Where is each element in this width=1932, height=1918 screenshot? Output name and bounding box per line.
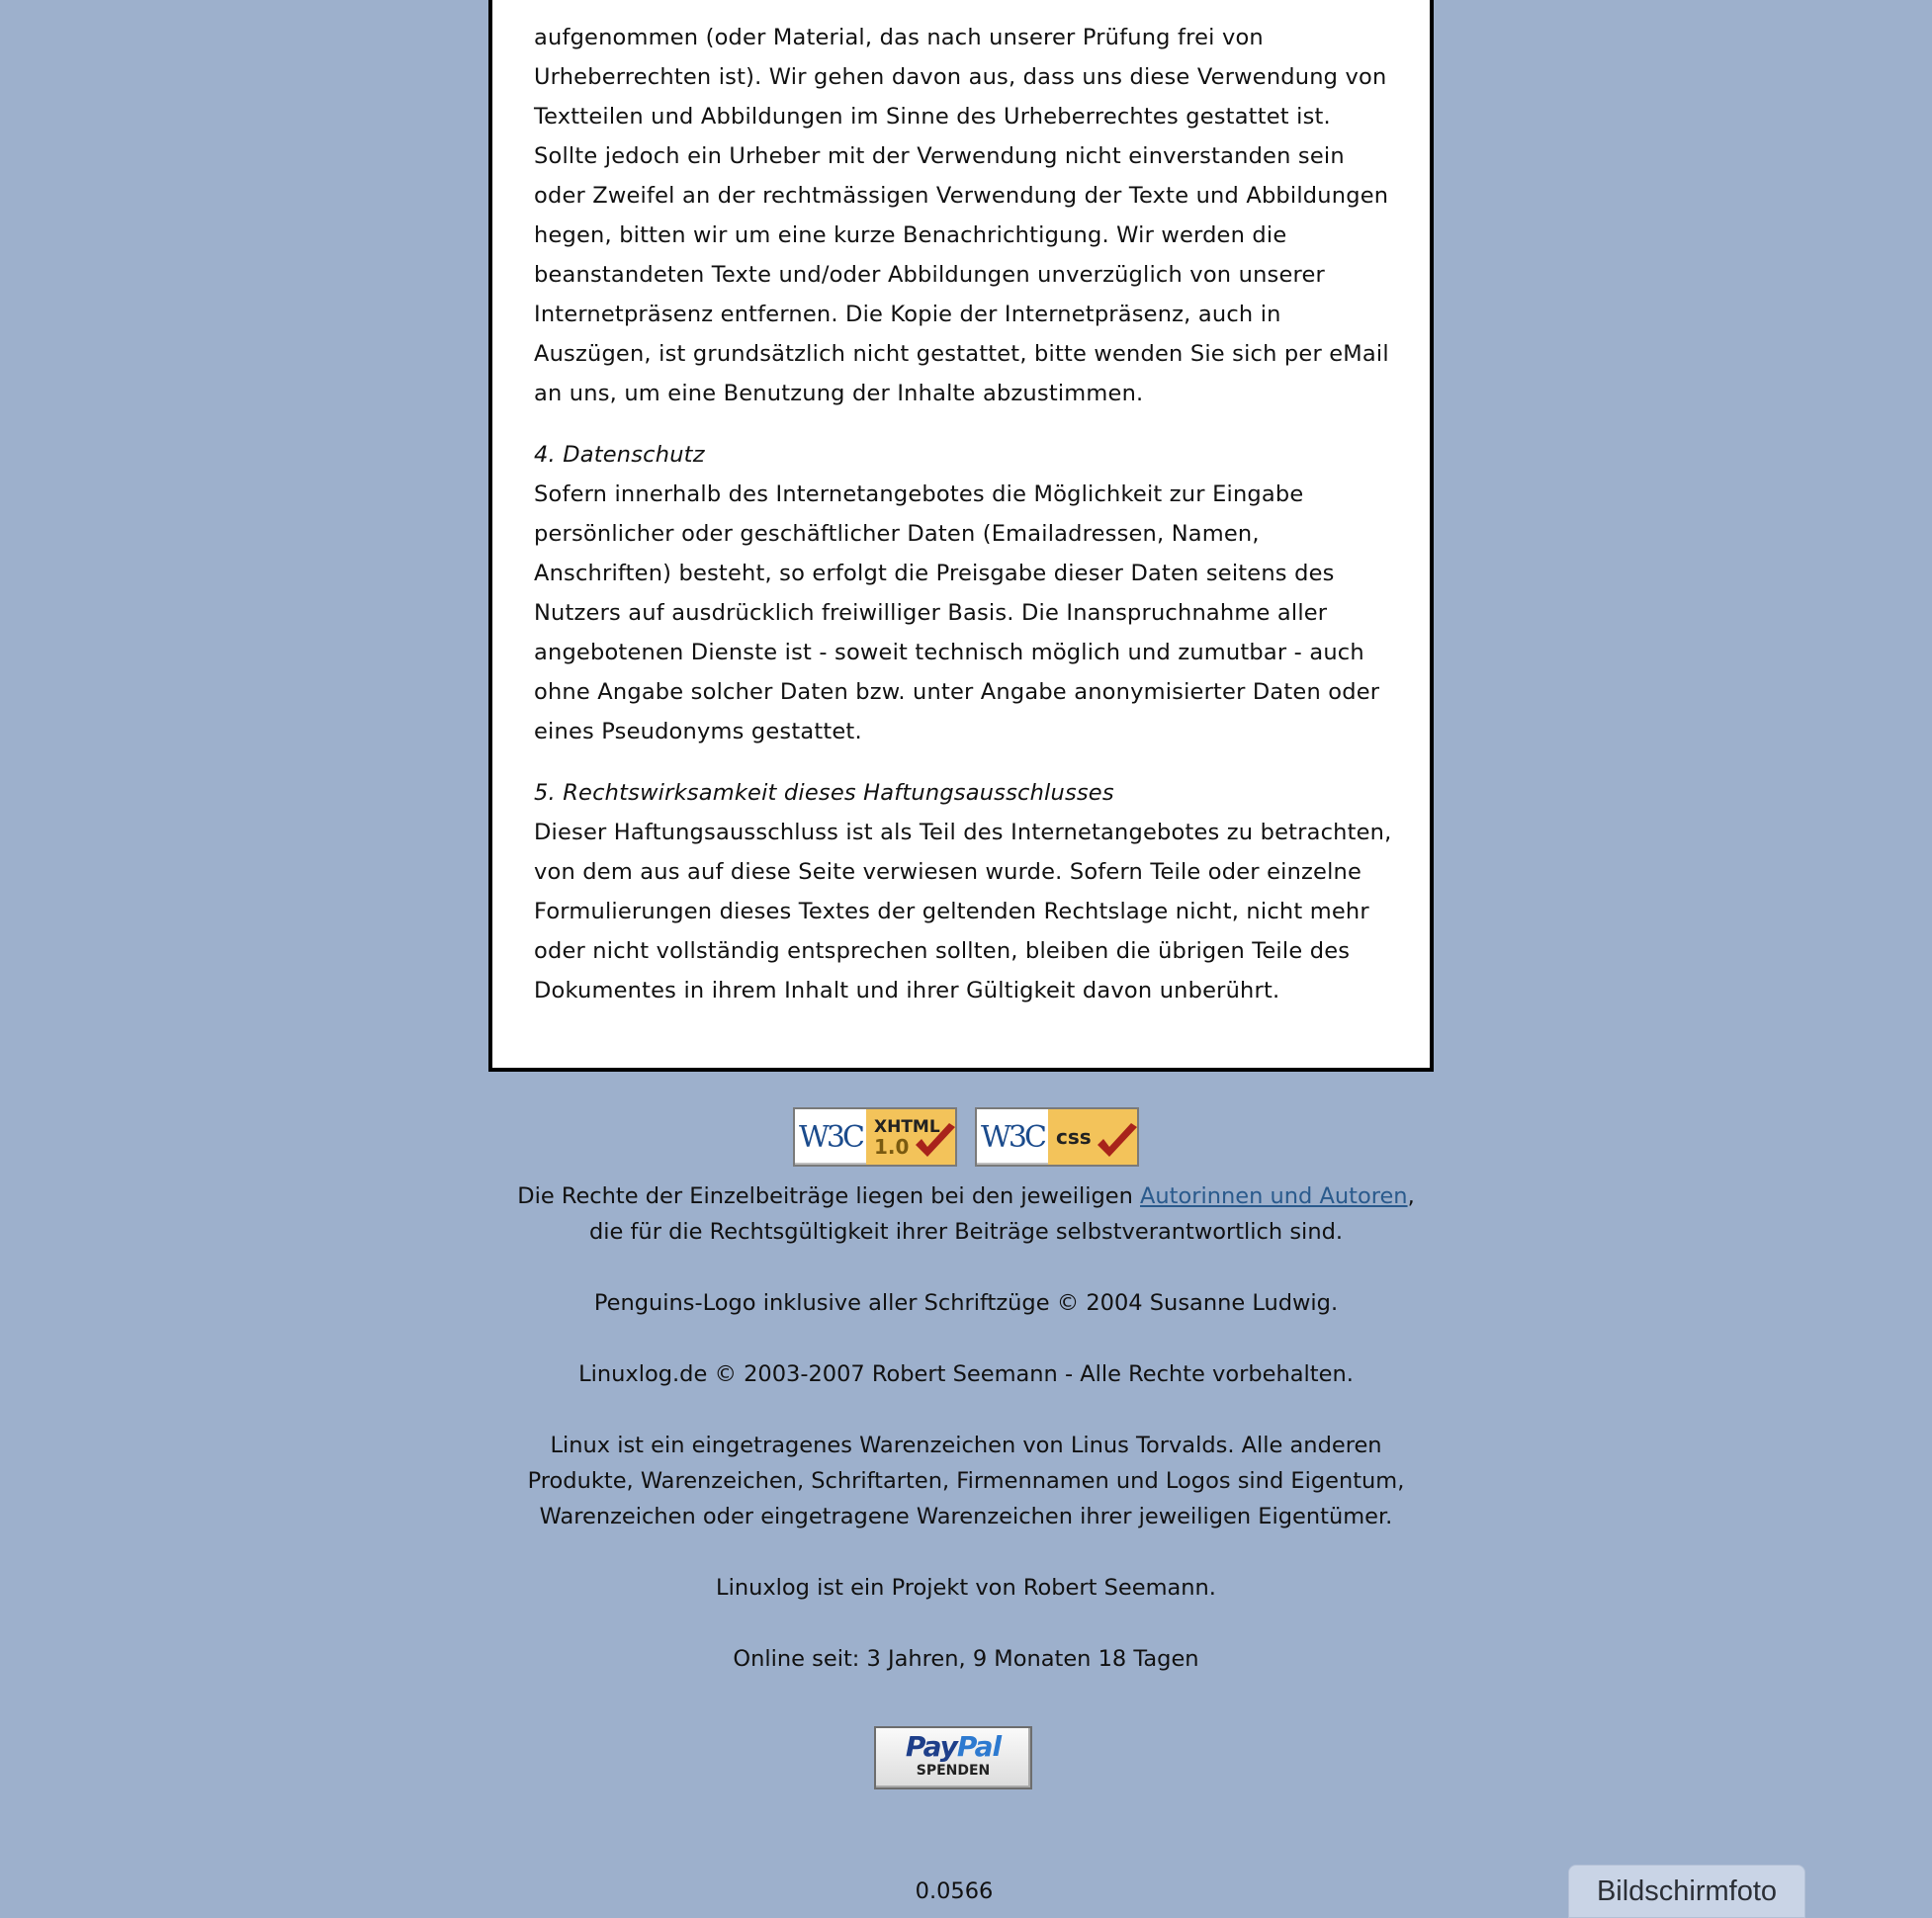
copyright-notice: Linuxlog.de © 2003-2007 Robert Seemann - Alle Rechte vorbehalten. [578,1361,1354,1387]
rights-notice [0,1178,1932,1250]
paypal-logo-pal: Pal [956,1730,1002,1763]
render-time: 0.0566 [915,1878,994,1904]
badge-tech-label [1048,1109,1137,1165]
paypal-donate-button[interactable] [874,1726,1032,1789]
site-footer [0,1178,1932,1712]
section-body: Sofern innerhalb des Internetangebotes die Möglichkeit zur Eingabe persönlicher oder geschäftlicher Daten (Emailadressen, Namen, Anschriften) besteht, so erfolgt die Preisgabe dieser Daten seitens des Nutzers auf ausdrücklich freiwilliger Basis. Die Inanspruchnahme aller angebotenen Dienste ist - soweit technisch möglich und zumutbar - auch ohne Angabe solcher Daten bzw. unter Angabe anonymisierter Daten oder eines Pseudonyms gestattet. [534,481,1380,744]
checkmark-icon [912,1121,957,1165]
project-notice: Linuxlog ist ein Projekt von Robert Seemann. [716,1575,1216,1601]
trademark-line: Linux ist ein eingetragenes Warenzeichen von Linus Torvalds. Alle anderen [550,1433,1382,1458]
w3c-logo: W3C [799,1119,862,1155]
authors-link[interactable]: Autorinnen und Autoren [1140,1183,1408,1209]
rights-suffix: , [1407,1183,1415,1209]
logo-credit: Penguins-Logo inklusive aller Schriftzüge © 2004 Susanne Ludwig. [593,1290,1339,1316]
w3c-xhtml-badge[interactable] [793,1107,957,1167]
validator-badges [0,1107,1932,1167]
disclaimer-content-box [488,0,1434,1072]
checkmark-icon [1094,1121,1139,1165]
section-rechtswirksamkeit [534,773,1400,1010]
online-since: Online seit: 3 Jahren, 9 Monaten 18 Tagen [733,1646,1199,1672]
section-datenschutz [534,435,1400,751]
section-heading: 5. Rechtswirksamkeit dieses Haftungsausschlusses [534,780,1114,806]
section-body: Dieser Haftungsausschluss ist als Teil des Internetangebotes zu betrachten, von dem aus auf diese Seite verwiesen wurde. Sofern Teile oder einzelne Formulierungen dieses Textes der geltenden Rechtslage nicht, nicht mehr oder nicht vollständig entsprechen sollten, bleiben die übrigen Teile des Dokumentes in ihrem Inhalt und ihrer Gültigkeit davon unberührt. [534,820,1392,1003]
paypal-donate-label: SPENDEN [916,1763,991,1779]
rights-text-line2: die für die Rechtsgültigkeit ihrer Beiträge selbstverantwortlich sind. [588,1219,1344,1245]
trademark-notice [0,1428,1932,1534]
screenshot-button[interactable]: Bildschirmfoto [1568,1865,1805,1918]
w3c-css-badge[interactable] [975,1107,1139,1167]
disclaimer-text [534,18,1400,1032]
badge-tech-version: 1.0 [874,1135,910,1159]
paypal-logo-pay: Pay [905,1730,957,1763]
section-heading: 4. Datenschutz [534,442,705,468]
w3c-logo: W3C [981,1119,1044,1155]
badge-tech-name: XHTML [874,1117,940,1137]
intro-paragraph: aufgenommen (oder Material, das nach unserer Prüfung frei von Urheberrechten ist). Wir gehen davon aus, dass uns diese Verwendung von Textteilen und Abbildungen im Sinne des Urheberrechtes gestattet ist. Sollte jedoch ein Urheber mit der Verwendung nicht einverstanden sein oder Zweifel an der rechtmässigen Verwendung der Texte und Abbildungen hegen, bitten wir um eine kurze Benachrichtigung. Wir werden die beanstandeten Texte und/oder Abbildungen unverzüglich von unserer Internetpräsenz entfernen. Die Kopie der Internetpräsenz, auch in Auszügen, ist grundsätzlich nicht gestattet, bitte wenden Sie sich per eMail an uns, um eine Benutzung der Inhalte abzustimmen. [534,25,1389,406]
trademark-line: Warenzeichen oder eingetragene Warenzeichen ihrer jeweiligen Eigentümer. [539,1504,1393,1529]
trademark-line: Produkte, Warenzeichen, Schriftarten, Firmennamen und Logos sind Eigentum, [527,1468,1405,1494]
rights-text: Die Rechte der Einzelbeiträge liegen bei den jeweiligen [517,1183,1140,1209]
badge-tech-label [866,1109,955,1165]
paypal-logo [876,1732,1030,1762]
intro-section [534,18,1400,413]
badge-tech-name: css [1056,1125,1092,1149]
